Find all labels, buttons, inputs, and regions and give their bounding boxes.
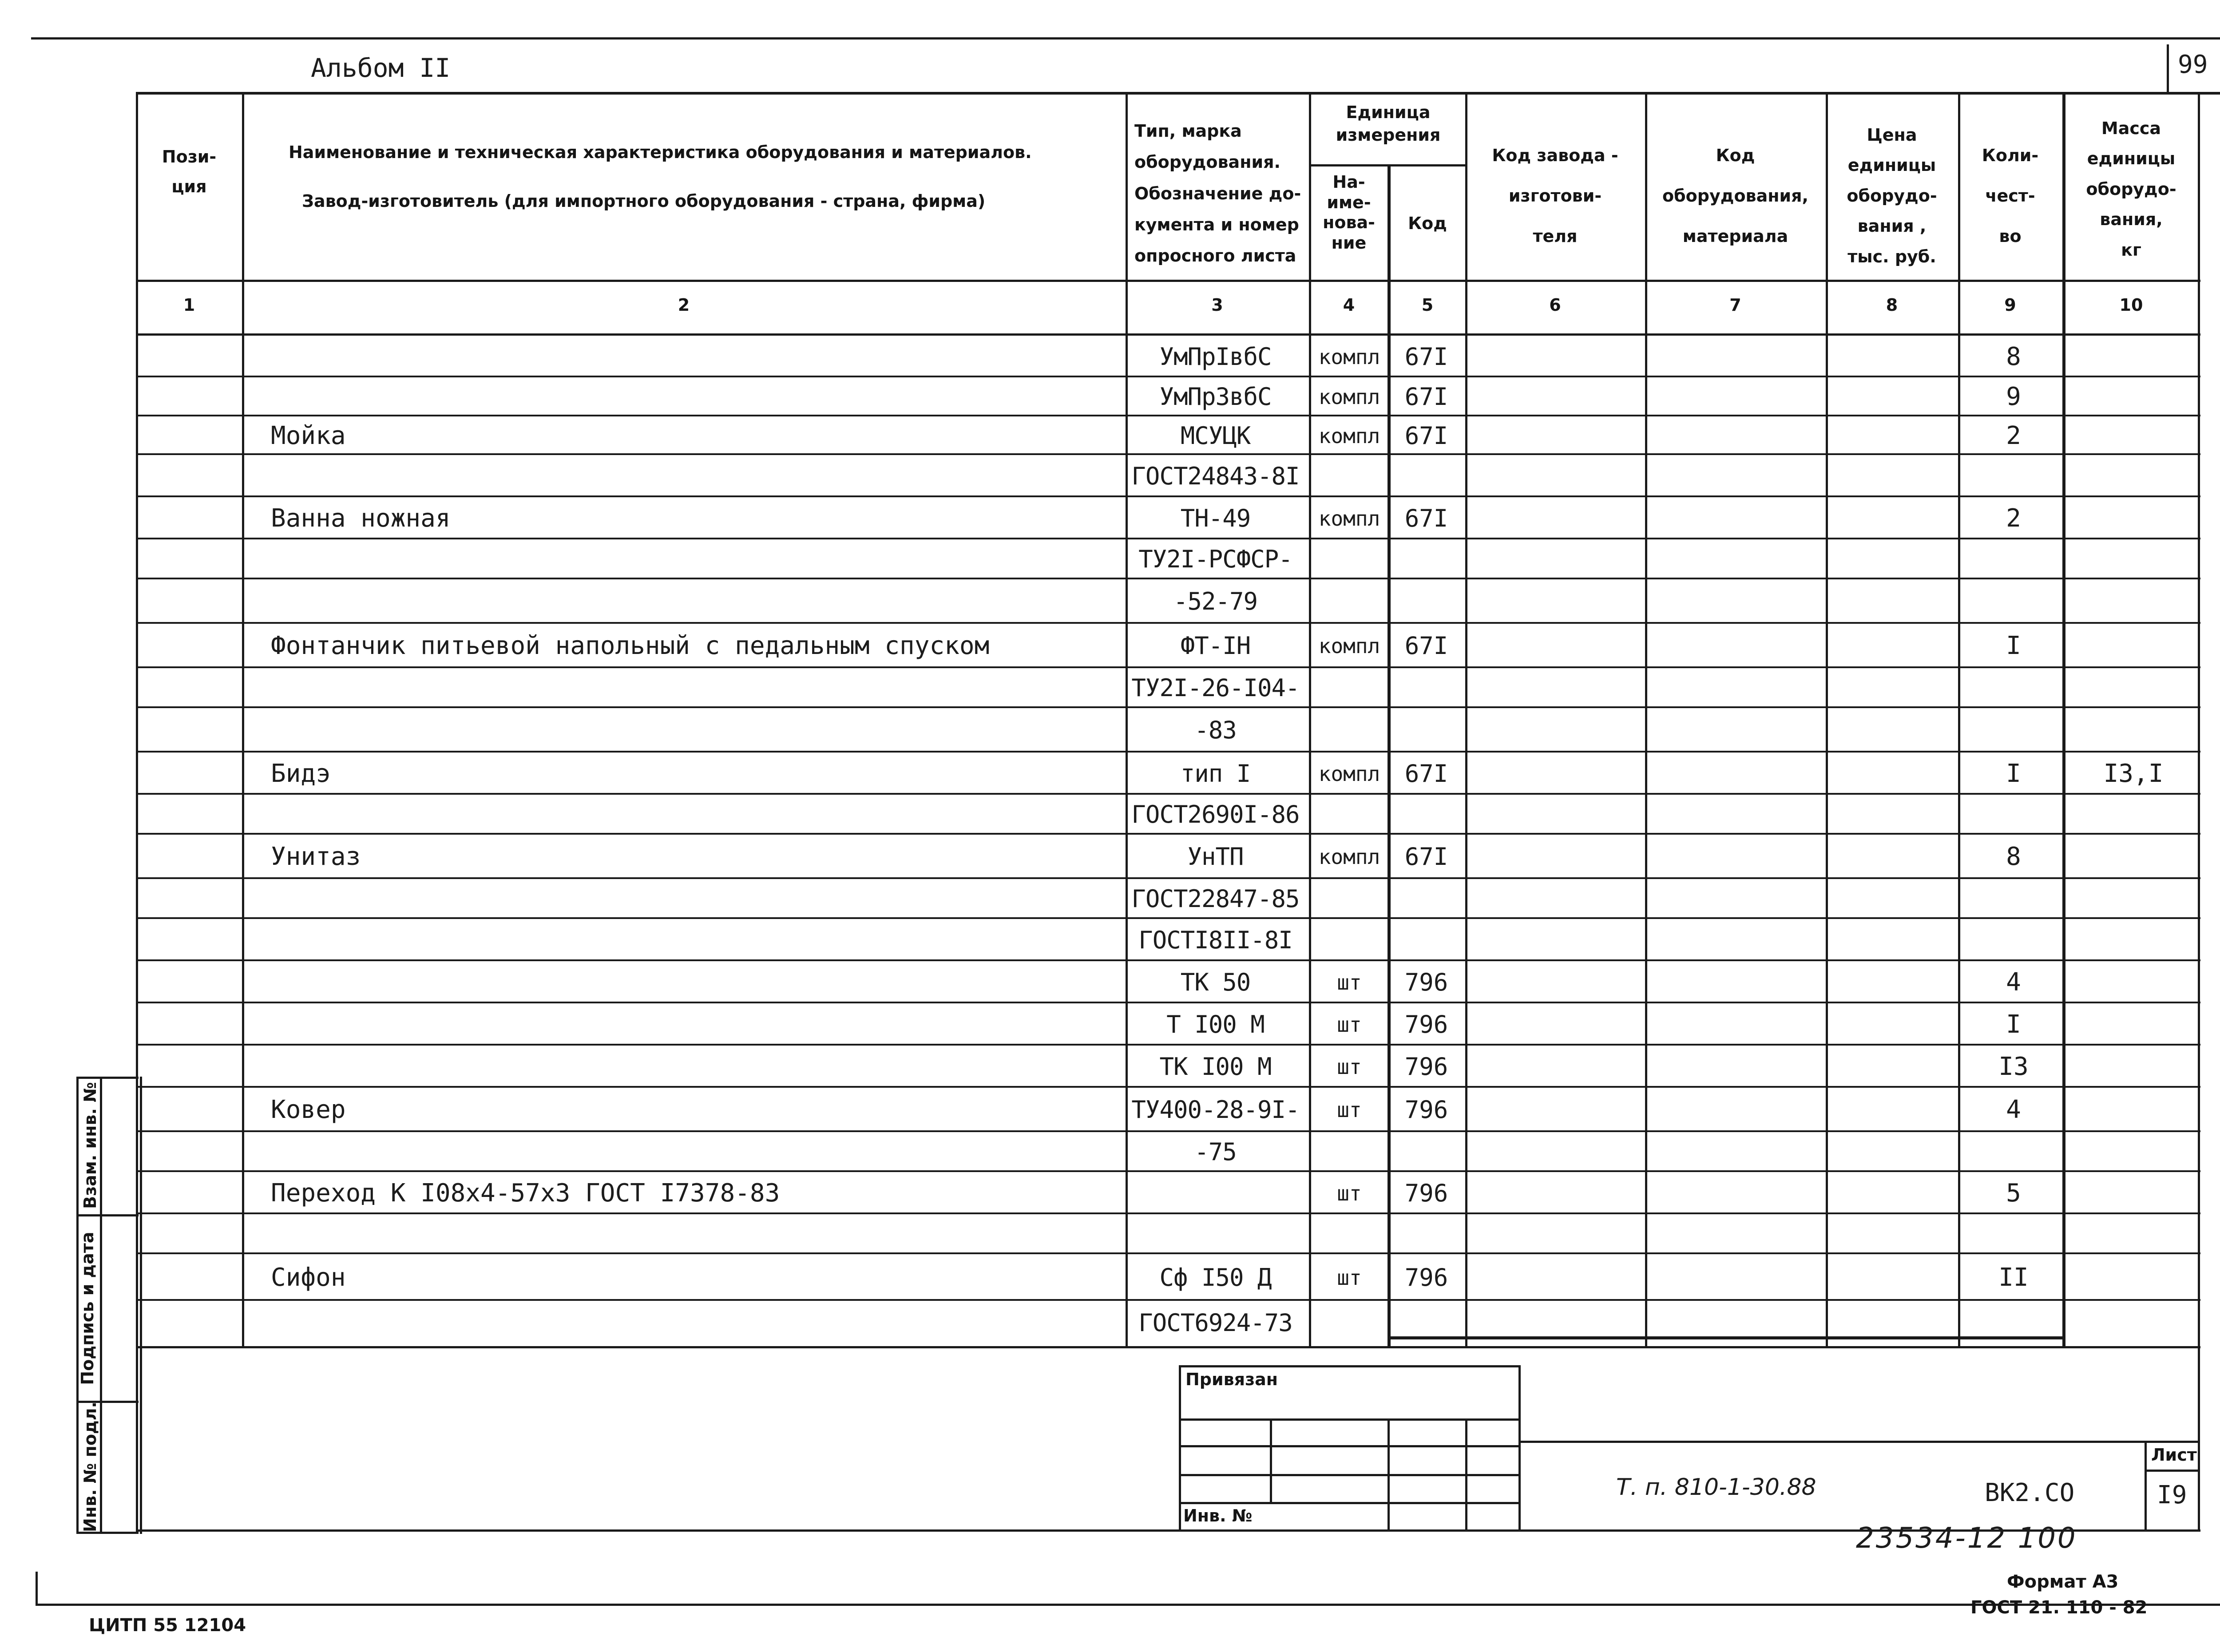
table-row: [0, 835, 2220, 879]
row-divider: [136, 376, 2200, 377]
row-mass: [2067, 455, 2200, 497]
row-unit: [1312, 795, 1387, 835]
bind-box-left: [1179, 1365, 1181, 1532]
row-name: [271, 539, 1114, 579]
row-type: Т I00 М: [1166, 1010, 1265, 1038]
list-box-left: [2145, 1441, 2147, 1529]
row-unit: шт: [1337, 1181, 1362, 1205]
row-type: -52-79: [1173, 587, 1258, 615]
row-quantity: 2: [2006, 421, 2021, 450]
row-quantity: I: [2006, 759, 2021, 788]
side-stamp-signature: Подпись и дата: [78, 1232, 97, 1385]
row-quantity: [1962, 1132, 2065, 1172]
row-type: УмПр3вбС: [1159, 383, 1272, 411]
table-row: [0, 961, 2220, 1003]
row-quantity: [1962, 795, 2065, 835]
row-name: [271, 668, 1114, 708]
header-type: Тип, марка оборудования. Обозначение до- кумента и номер опросного листа: [1134, 121, 1301, 266]
row-quantity: II: [1998, 1263, 2029, 1292]
row-unit: [1312, 1132, 1387, 1172]
row-mass: [2067, 416, 2200, 455]
row-divider: [136, 917, 2200, 919]
row-mass: [2067, 624, 2200, 668]
row-type: [1126, 1214, 1305, 1254]
table-row: [0, 668, 2220, 708]
table-row: [0, 497, 2220, 539]
list-box-sep: [2145, 1470, 2200, 1472]
row-quantity: 9: [2006, 382, 2021, 411]
row-divider: [136, 833, 2200, 835]
row-type: ТК I00 М: [1159, 1052, 1272, 1081]
row-code: 796: [1404, 1010, 1448, 1038]
row-type: ГОСТ22847-85: [1131, 885, 1300, 913]
table-row: [0, 708, 2220, 753]
row-type: УмПрIвбС: [1159, 343, 1272, 371]
row-unit: компл: [1318, 634, 1380, 658]
row-divider: [136, 453, 2200, 455]
header-mass: Масса единицы оборудо- вания, кг: [2086, 119, 2176, 260]
row-name: Ванна ножная: [271, 503, 451, 533]
row-name: Сифон: [271, 1263, 346, 1292]
row-code: 67I: [1404, 632, 1448, 660]
gost-label: ГОСТ 21. 110 - 82: [1970, 1597, 2148, 1618]
bind-box-row1: [1179, 1418, 1521, 1421]
header-price: Цена единицы оборудо- вания , тыс. руб.: [1847, 125, 1937, 266]
row-divider: [136, 415, 2200, 416]
row-quantity: [1962, 455, 2065, 497]
colnum-4: 4: [1343, 295, 1355, 315]
row-type: ФТ-IН: [1180, 632, 1251, 660]
row-code: 796: [1404, 1096, 1448, 1124]
header-position: Пози- ция: [162, 147, 217, 196]
row-name: [271, 337, 1114, 376]
row-type: ТУ2I-РСФСР-: [1138, 545, 1292, 573]
row-quantity: I: [2006, 1010, 2021, 1039]
row-type: -75: [1194, 1138, 1237, 1166]
row-type: ТК 50: [1180, 968, 1251, 996]
row-quantity: [1962, 919, 2065, 961]
row-mass: I3,I: [2103, 759, 2164, 788]
colnum-9: 9: [2004, 295, 2016, 315]
bind-label: Привязан: [1185, 1370, 1278, 1389]
row-unit: [1312, 455, 1387, 497]
colnum-10: 10: [2119, 295, 2143, 315]
table-row: [0, 1003, 2220, 1046]
sheet-code: ВК2.СО: [1985, 1478, 2075, 1507]
row-divider: [136, 877, 2200, 879]
bind-box-row3: [1179, 1474, 1521, 1476]
row-divider: [136, 1044, 2200, 1046]
row-divider: [136, 495, 2200, 497]
row-mass: [2067, 668, 2200, 708]
row-unit: шт: [1337, 1098, 1362, 1122]
row-divider: [136, 1252, 2200, 1254]
stamp-number: 23534-12 100: [1856, 1522, 2077, 1555]
row-mass: [2067, 1254, 2200, 1301]
row-code: [1390, 539, 1463, 579]
row-mass: [2067, 337, 2200, 376]
row-mass: [2067, 539, 2200, 579]
row-type: ГОСТI8II-8I: [1138, 926, 1292, 954]
row-name: [271, 1046, 1114, 1088]
side-stamp-mid: [100, 1077, 102, 1534]
row-unit: шт: [1337, 1265, 1362, 1290]
bind-box-col1: [1270, 1418, 1272, 1503]
row-divider: [136, 666, 2200, 668]
row-unit: [1312, 919, 1387, 961]
row-unit: шт: [1337, 1012, 1362, 1037]
row-unit: [1312, 539, 1387, 579]
table-row: [0, 879, 2220, 919]
row-code: 796: [1404, 1052, 1448, 1081]
row-type: ТУ2I-26-I04-: [1131, 674, 1300, 702]
row-mass: [2067, 795, 2200, 835]
header-quantity: Коли- чест- во: [1982, 146, 2039, 246]
row-mass: [2067, 919, 2200, 961]
row-divider: [136, 622, 2200, 624]
row-divider: [136, 538, 2200, 539]
row-unit: [1312, 1214, 1387, 1254]
row-quantity: 2: [2006, 503, 2021, 533]
colnum-6: 6: [1549, 295, 1561, 315]
row-type: ГОСТ2690I-86: [1131, 800, 1300, 828]
row-name: Фонтанчик питьевой напольный с педальным спуском: [271, 631, 990, 660]
row-type: УнТП: [1187, 843, 1244, 871]
row-divider: [136, 1130, 2200, 1132]
row-quantity: [1962, 708, 2065, 753]
row-name: [271, 377, 1114, 416]
row-code: [1390, 668, 1463, 708]
list-label: Лист: [2151, 1445, 2197, 1465]
table-row: [0, 579, 2220, 624]
header-unit-group: Единица измерения: [1336, 103, 1441, 145]
row-name: Мойка: [271, 421, 346, 450]
table-row: [0, 539, 2220, 579]
row-unit: шт: [1337, 970, 1362, 994]
side-stamp-right: [140, 1077, 142, 1534]
row-code: 796: [1404, 1263, 1448, 1291]
row-divider: [136, 959, 2200, 961]
row-code: [1390, 919, 1463, 961]
row-code: [1390, 708, 1463, 753]
row-code: [1390, 579, 1463, 624]
row-divider: [136, 1170, 2200, 1172]
row-quantity: 8: [2006, 342, 2021, 371]
table-row: [0, 753, 2220, 795]
row-code: 796: [1404, 1179, 1448, 1207]
row-code: 67I: [1404, 383, 1448, 411]
row-quantity: 4: [2006, 1095, 2021, 1124]
table-row: [0, 1046, 2220, 1088]
row-name: [271, 579, 1114, 624]
row-unit: [1312, 1301, 1387, 1345]
row-mass: [2067, 1046, 2200, 1088]
row-type: ГОСТ24843-8I: [1131, 462, 1300, 490]
colnum-7: 7: [1729, 295, 1741, 315]
row-mass: [2067, 835, 2200, 879]
row-name: Бидэ: [271, 759, 331, 788]
row-code: [1390, 879, 1463, 919]
title-top-line: [1518, 1441, 2200, 1443]
header-name-line2: Завод-изготовитель (для импортного оборудования - страна, фирма): [302, 191, 986, 211]
row-quantity: 5: [2006, 1178, 2021, 1208]
row-code: [1390, 795, 1463, 835]
row-name: [271, 961, 1114, 1003]
row-mass: [2067, 1003, 2200, 1046]
row-code: [1390, 1132, 1463, 1172]
row-name: [271, 1214, 1114, 1254]
row-quantity: 8: [2006, 842, 2021, 871]
row-divider: [136, 578, 2200, 579]
row-divider: [136, 1002, 2200, 1003]
row-quantity: I3: [1998, 1052, 2029, 1081]
row-code: 67I: [1404, 343, 1448, 371]
header-factory-code: Код завода - изготови- теля: [1492, 146, 1618, 246]
row-divider: [136, 1299, 2200, 1301]
row-mass: [2067, 1132, 2200, 1172]
row-unit: компл: [1318, 845, 1380, 869]
table-row: [0, 337, 2220, 376]
row-code: 67I: [1404, 843, 1448, 871]
bind-box-right: [1518, 1365, 1521, 1532]
colnum-8: 8: [1886, 295, 1898, 315]
row-divider: [136, 793, 2200, 795]
project-number: Т. п. 810-1-30.88: [1616, 1474, 1816, 1501]
row-name: [271, 1132, 1114, 1172]
row-unit: шт: [1337, 1054, 1362, 1079]
row-divider: [136, 1086, 2200, 1088]
row-unit: компл: [1318, 424, 1380, 448]
row-name: Ковер: [271, 1095, 346, 1124]
row-code: [1390, 1214, 1463, 1254]
row-divider: [136, 751, 2200, 753]
row-type: [1126, 1172, 1305, 1214]
colnum-3: 3: [1211, 295, 1223, 315]
row-mass: [2067, 1301, 2200, 1345]
header-name-line1: Наименование и техническая характеристика оборудования и материалов.: [289, 143, 1032, 162]
row-unit: [1312, 708, 1387, 753]
row-name: [271, 795, 1114, 835]
citp-label: ЦИТП 55 12104: [89, 1615, 246, 1636]
row-unit: компл: [1318, 506, 1380, 531]
page-number: 99: [2178, 50, 2208, 79]
row-mass: [2067, 708, 2200, 753]
row-unit: [1312, 879, 1387, 919]
album-label: Альбом II: [311, 53, 451, 83]
row-unit: компл: [1318, 761, 1380, 786]
row-name: [271, 919, 1114, 961]
row-mass: [2067, 879, 2200, 919]
row-code: 796: [1404, 968, 1448, 996]
bind-box-row4: [1179, 1502, 1521, 1504]
row-quantity: [1962, 1214, 2065, 1254]
row-type: ТУ400-28-9I-: [1131, 1096, 1300, 1124]
side-stamp-inventory: Инв. № подл.: [80, 1401, 100, 1533]
row-mass: [2067, 377, 2200, 416]
row-type: МСУЦК: [1180, 421, 1251, 450]
row-code: 67I: [1404, 504, 1448, 532]
header-unit-name: На- име- нова- ние: [1323, 172, 1375, 253]
colnum-2: 2: [678, 295, 690, 315]
format-label: Формат А3: [2007, 1572, 2119, 1592]
table-row: [0, 795, 2220, 835]
row-quantity: [1962, 1301, 2065, 1345]
row-code: [1390, 455, 1463, 497]
row-mass: [2067, 1172, 2200, 1214]
table-row: [0, 1301, 2220, 1345]
side-stamp-replacement: Взам. инв. №: [80, 1082, 100, 1209]
table-row: [0, 1214, 2220, 1254]
table-row: [0, 1088, 2220, 1132]
row-unit: [1312, 668, 1387, 708]
bind-box-col2: [1388, 1418, 1390, 1532]
row-quantity: [1962, 539, 2065, 579]
row-quantity: [1962, 579, 2065, 624]
bind-box-top: [1179, 1365, 1521, 1367]
table-row: [0, 1132, 2220, 1172]
table-row: [0, 1254, 2220, 1301]
row-type: тип I: [1180, 759, 1251, 788]
row-type: ГОСТ6924-73: [1138, 1309, 1292, 1337]
row-code: [1390, 1301, 1463, 1345]
table-row: [0, 919, 2220, 961]
colnum-5: 5: [1421, 295, 1434, 315]
row-name: [271, 455, 1114, 497]
row-name: Переход К I08х4-57х3 ГОСТ I7378-83: [271, 1178, 780, 1208]
row-mass: [2067, 1214, 2200, 1254]
row-mass: [2067, 579, 2200, 624]
row-name: Унитаз: [271, 842, 361, 871]
inventory-label: Инв. №: [1183, 1506, 1253, 1525]
table-row: [0, 416, 2220, 455]
row-quantity: 4: [2006, 967, 2021, 997]
row-unit: компл: [1318, 345, 1380, 369]
row-quantity: [1962, 879, 2065, 919]
row-name: [271, 708, 1114, 753]
row-quantity: I: [2006, 631, 2021, 660]
row-mass: [2067, 1088, 2200, 1132]
header-equipment-code: Код оборудования, материала: [1662, 146, 1808, 246]
row-quantity: [1962, 668, 2065, 708]
table-row: [0, 377, 2220, 416]
row-code: 67I: [1404, 759, 1448, 788]
table-row: [0, 455, 2220, 497]
row-type: ТН-49: [1180, 504, 1251, 532]
row-mass: [2067, 497, 2200, 539]
table-row: [0, 1172, 2220, 1214]
header-unit-code: Код: [1408, 214, 1447, 233]
colnum-1: 1: [183, 295, 195, 315]
row-mass: [2067, 961, 2200, 1003]
list-number: I9: [2157, 1481, 2187, 1509]
row-name: [271, 879, 1114, 919]
row-divider: [136, 1212, 2200, 1214]
table-row: [0, 624, 2220, 668]
bind-box-col3: [1465, 1418, 1467, 1532]
row-unit: компл: [1318, 385, 1380, 409]
row-type: Сф I50 Д: [1159, 1263, 1272, 1291]
row-unit: [1312, 579, 1387, 624]
bind-box-row2: [1179, 1445, 1521, 1447]
row-type: -83: [1194, 716, 1237, 744]
row-name: [271, 1301, 1114, 1345]
row-code: 67I: [1404, 421, 1448, 450]
row-divider: [136, 706, 2200, 708]
row-name: [271, 1003, 1114, 1046]
